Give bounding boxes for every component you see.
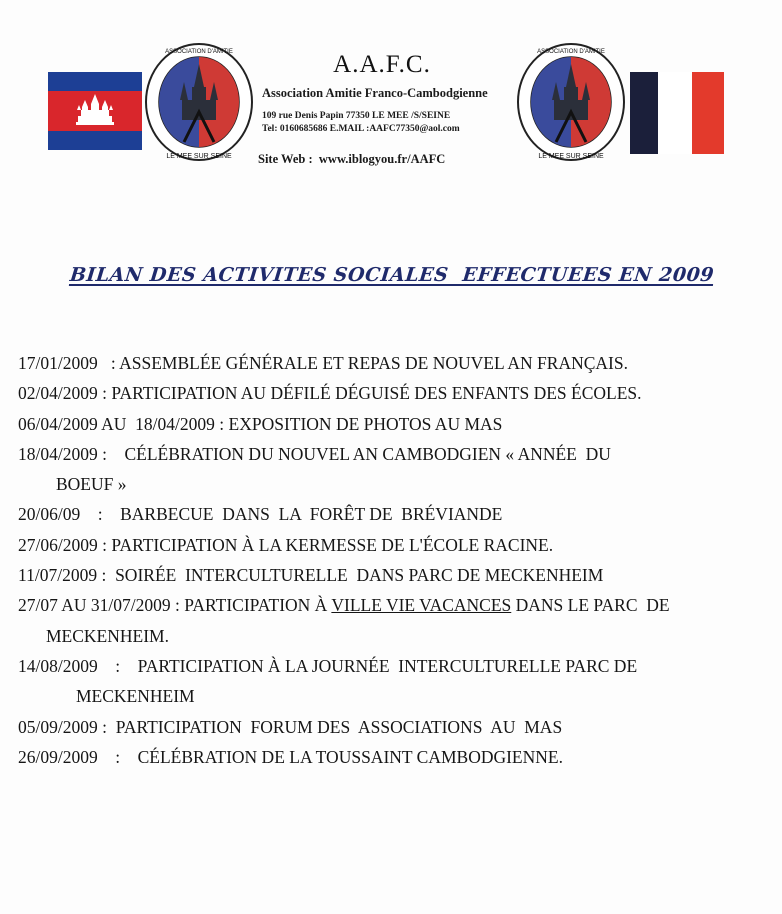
activity-text-continuation: MECKENHEIM.	[46, 625, 169, 646]
activity-text: SOIRÉE INTERCULTURELLE DANS PARC DE MECKENHEIM	[115, 565, 604, 586]
list-item: 17/01/2009 : ASSEMBLÉE GÉNÉRALE ET REPAS DE NOUVEL AN FRANÇAIS.	[18, 353, 628, 373]
association-emblem-icon	[144, 42, 254, 162]
organization-acronym: A.A.F.C.	[333, 51, 431, 78]
list-item: 27/06/2009 : PARTICIPATION À LA KERMESSE DE L'ÉCOLE RACINE.	[18, 534, 554, 555]
organization-address: 109 rue Denis Papin 77350 LE MEE /S/SEINE	[262, 111, 451, 121]
activity-date: 17/01/2009	[18, 353, 98, 373]
activity-text-underlined: VILLE VIE VACANCES	[331, 595, 512, 616]
list-item: 11/07/2009 : SOIRÉE INTERCULTURELLE DANS PARC DE MECKENHEIM	[18, 565, 604, 586]
list-item: 27/07 AU 31/07/2009 : PARTICIPATION À VILLE VIE VACANCES DANS LE PARC DE MECKENHEIM.	[18, 590, 768, 651]
activity-list	[18, 348, 768, 772]
document-title: BILAN DES ACTIVITES SOCIALES EFFECTUEES EN 2009	[68, 264, 716, 286]
organization-contact: Tel: 0160685686 E.MAIL :AAFC77350@aol.com	[262, 124, 460, 134]
activity-text: ASSEMBLÉE GÉNÉRALE ET REPAS DE NOUVEL AN FRANÇAIS.	[119, 353, 628, 373]
france-flag-icon	[630, 72, 724, 154]
activity-date: 11/07/2009	[18, 565, 98, 586]
svg-text:ASSOCIATION D'AMITIE: ASSOCIATION D'AMITIE	[537, 49, 605, 55]
activity-date: 26/09/2009	[18, 746, 98, 767]
svg-text:LE MEE SUR SEINE: LE MEE SUR SEINE	[166, 153, 232, 160]
activity-date: 27/06/2009	[18, 534, 98, 555]
list-item: 26/09/2009 : CÉLÉBRATION DE LA TOUSSAINT CAMBODGIENNE.	[18, 746, 563, 767]
activity-text: PARTICIPATION À LA JOURNÉE INTERCULTURELLE PARC DE	[137, 655, 638, 676]
activity-date: 20/06/09	[18, 504, 81, 525]
activity-text-continuation: BOEUF »	[56, 474, 127, 495]
organization-name: Association Amitie Franco-Cambodgienne	[262, 86, 488, 100]
activity-text: PARTICIPATION À LA KERMESSE DE L'ÉCOLE RACINE.	[111, 534, 554, 555]
activity-text: CÉLÉBRATION DU NOUVEL AN CAMBODGIEN « ANNÉE DU	[124, 443, 611, 464]
svg-text:LE MEE SUR SEINE: LE MEE SUR SEINE	[538, 153, 604, 160]
organization-website	[256, 150, 508, 168]
list-item: 02/04/2009 : PARTICIPATION AU DÉFILÉ DÉGUISÉ DES ENFANTS DES ÉCOLES.	[18, 383, 642, 404]
organization-header	[256, 50, 508, 168]
list-item: 06/04/2009 AU 18/04/2009 : EXPOSITION DE PHOTOS AU MAS	[18, 413, 503, 434]
activity-text: PARTICIPATION À	[184, 595, 332, 616]
list-item: 05/09/2009 : PARTICIPATION FORUM DES ASSOCIATIONS AU MAS	[18, 716, 563, 737]
website-url[interactable]: www.iblogyou.fr/AAFC	[318, 152, 446, 166]
activity-text: CÉLÉBRATION DE LA TOUSSAINT CAMBODGIENNE.	[137, 746, 563, 767]
activity-date: 06/04/2009 AU 18/04/2009	[18, 413, 215, 434]
list-item: 14/08/2009 : PARTICIPATION À LA JOURNÉE INTERCULTURELLE PARC DE MECKENHEIM	[18, 651, 768, 712]
website-label: Site Web :	[258, 152, 313, 166]
list-item: 20/06/09 : BARBECUE DANS LA FORÊT DE BRÉVIANDE	[18, 504, 503, 525]
activity-text: EXPOSITION DE PHOTOS AU MAS	[228, 413, 503, 434]
cambodia-flag-icon	[48, 72, 142, 150]
association-emblem-icon	[516, 42, 626, 162]
svg-text:ASSOCIATION D'AMITIE: ASSOCIATION D'AMITIE	[165, 49, 233, 55]
activity-date: 14/08/2009	[18, 655, 98, 676]
activity-text-continuation: MECKENHEIM	[76, 686, 195, 707]
list-item: 18/04/2009 : CÉLÉBRATION DU NOUVEL AN CAMBODGIEN « ANNÉE DU BOEUF »	[18, 439, 768, 500]
activity-date: 05/09/2009	[18, 716, 98, 737]
activity-date: 02/04/2009	[18, 383, 98, 404]
activity-date: 27/07 AU 31/07/2009	[18, 595, 171, 616]
activity-text: BARBECUE DANS LA FORÊT DE BRÉVIANDE	[120, 504, 503, 525]
activity-text: PARTICIPATION FORUM DES ASSOCIATIONS AU MAS	[115, 716, 563, 737]
activity-text: DANS LE PARC DE	[511, 595, 670, 616]
activity-text: PARTICIPATION AU DÉFILÉ DÉGUISÉ DES ENFANTS DES ÉCOLES.	[111, 383, 642, 404]
activity-date: 18/04/2009	[18, 443, 98, 464]
